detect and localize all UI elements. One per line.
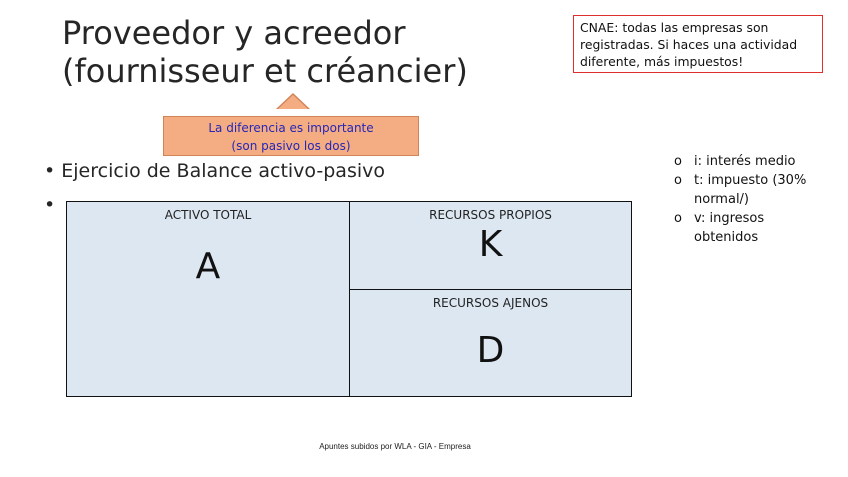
- slide-title-line-1: Proveedor y acreedor: [62, 14, 406, 52]
- slide-title: [62, 14, 468, 90]
- list-item: [670, 209, 830, 247]
- list-item: [670, 171, 830, 209]
- slide-footer: Apuntes subidos por WLA - GIA - Empresa: [319, 442, 471, 451]
- ajenos-label: RECURSOS AJENOS: [432, 296, 549, 310]
- difference-callout: [163, 116, 419, 156]
- list-bullet-icon: o: [674, 154, 682, 169]
- ajenos-symbol: D: [476, 330, 505, 371]
- propios-symbol: K: [478, 224, 503, 265]
- activo-symbol: A: [195, 246, 221, 287]
- activo-total-cell: [67, 202, 350, 396]
- callout-arrow-up-icon: [278, 95, 308, 109]
- note-line-2: registradas. Si haces una actividad: [580, 37, 798, 52]
- note-line-3: diferente, más impuestos!: [580, 54, 744, 69]
- callout-line-1: La diferencia es importante: [208, 121, 374, 135]
- list-item-text: i: interés medio: [694, 154, 796, 169]
- balance-sheet-diagram: [66, 201, 632, 397]
- cnae-note-box: [573, 15, 823, 73]
- slide-title-line-2: (fournisseur et créancier): [62, 52, 468, 90]
- note-line-1: CNAE: todas las empresas son: [580, 20, 769, 35]
- list-item-text: v: ingresos obtenidos: [694, 211, 765, 245]
- variables-list: [670, 152, 830, 247]
- bullet-text: Ejercicio de Balance activo-pasivo: [61, 160, 385, 182]
- bullet-item-empty: [44, 194, 55, 216]
- activo-label: ACTIVO TOTAL: [164, 208, 252, 222]
- list-item: [670, 152, 830, 171]
- bullet-item-balance: [44, 160, 385, 182]
- list-bullet-icon: o: [674, 173, 682, 188]
- bullet-mark: •: [44, 160, 56, 182]
- propios-label: RECURSOS PROPIOS: [429, 208, 552, 222]
- list-bullet-icon: o: [674, 211, 682, 226]
- bullet-mark: •: [44, 194, 56, 216]
- recursos-ajenos-cell: [350, 290, 631, 396]
- callout-line-2: (son pasivo los dos): [231, 139, 351, 153]
- list-item-text: t: impuesto (30% normal/): [694, 173, 807, 207]
- recursos-propios-cell: [350, 202, 631, 290]
